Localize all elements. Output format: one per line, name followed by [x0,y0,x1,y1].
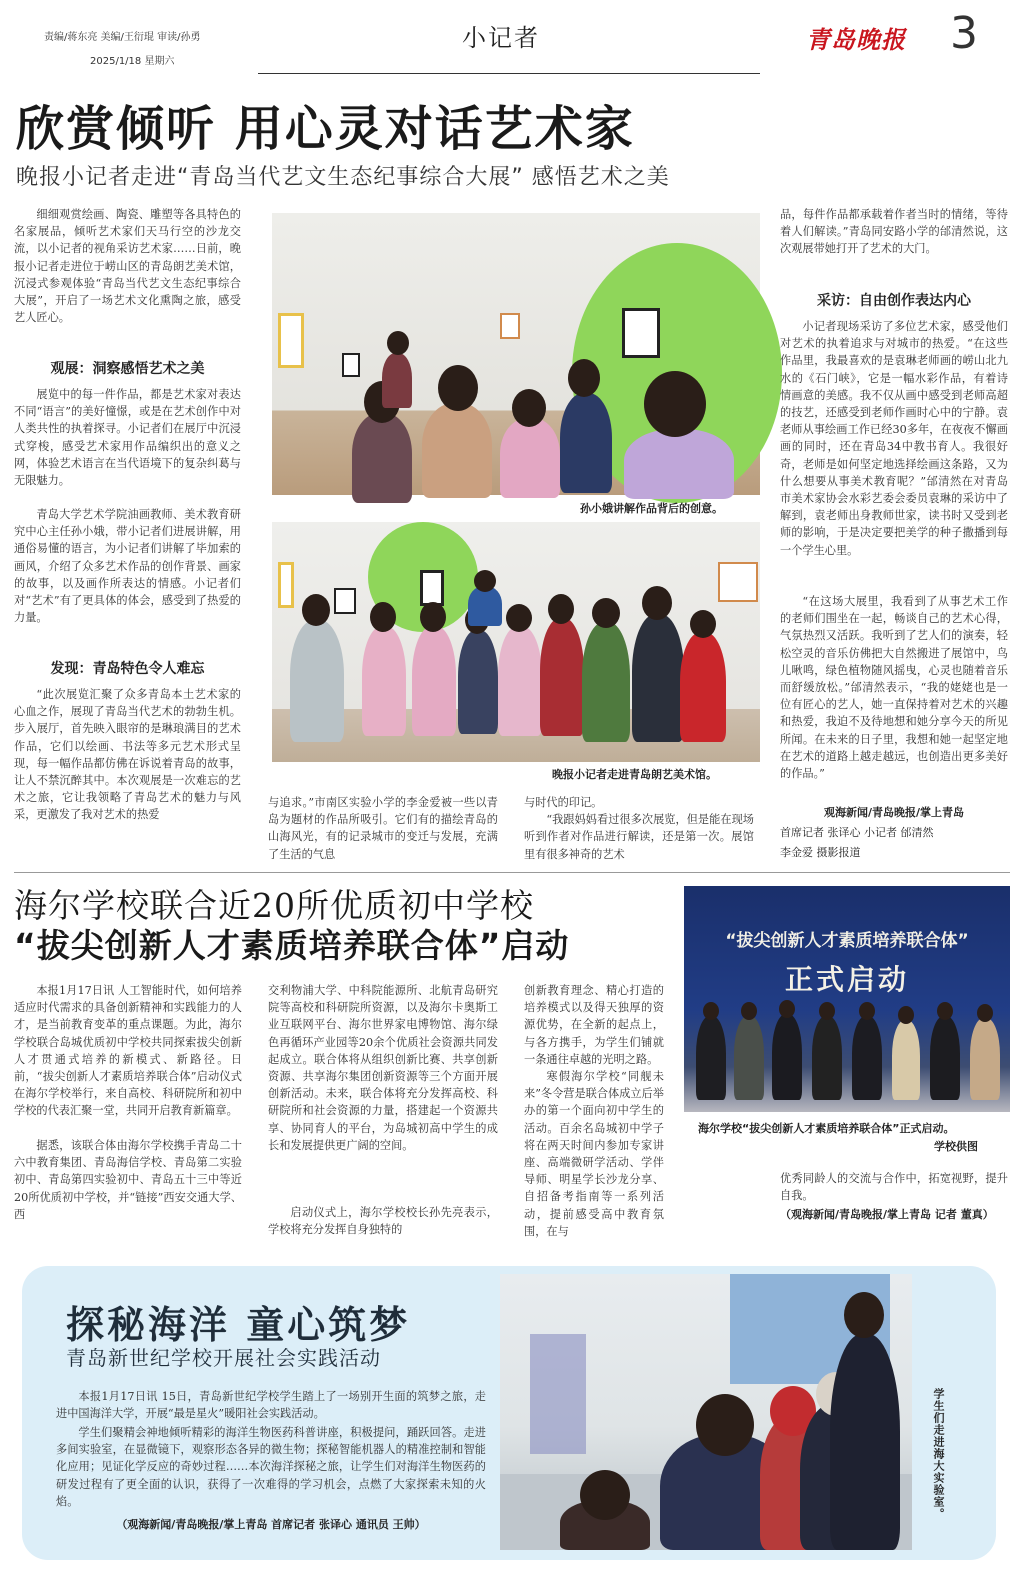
article1-para-1: 展览中的每一件作品，都是艺术家对表达不同“语言”的美好憧憬，或是在艺术创作中对人类共性的执着探寻。小记者们在展厅中沉浸式穿梭，感受艺术家用作品编织出的意义之网，体验艺术语言在当代语境下的复杂纠葛与无限魅力。 [14,388,241,488]
article2-para-2: 据悉，该联合体由海尔学校携手青岛二十六中教育集团、青岛海信学校、青岛第二实验初中、青岛第四实验初中、青岛五十三中等近20所优质初中学校，并“链接”西安交通大学、西 [14,1139,242,1221]
article2-col-3 [524,982,664,1238]
lab-caption: 学生们走进海大实验室。 [932,1388,945,1520]
article1-left-column [14,206,241,841]
ceremony-photo [684,886,1010,1112]
ceremony-screen-title: “拔尖创新人才素质培养联合体” [725,931,969,951]
article1-subhead-2: 发现：青岛特色令人难忘 [50,661,205,677]
article3-para-1: 本报1月17日讯 15日，青岛新世纪学校学生踏上了一场别开生面的筑梦之旅，走进中国海洋大学，开展“最是星火”暖阳社会实践活动。 [56,1390,486,1421]
paper-logo: 青岛晚报 [806,25,906,54]
gallery-photo-group [272,522,760,762]
editor-credits: 责编/蒋东亮 美编/王衍琨 审读/孙勇 [44,32,201,43]
article2-para-4: 启动仪式上，海尔学校校长孙先亮表示，学校将充分发挥自身独特的 [268,1206,498,1237]
article2-para-3: 交利物浦大学、中科院能源所、北航青岛研究院等高校和科研院所资源，以及海尔卡奥斯工业互联网平台、海尔世界家电博物馆、海尔绿色再循环产业园等20余个优质社会资源共同发起成立。联合体将从组织创新比赛、共享创新资源、共享海尔集团创新资源等三个方面开展创新活动。未来，联合体将充分发挥高校、科研院所和社会资源的力量，搭建起一个资源共享、协同育人的平台，为岛城初高中学生的成长和发展提供更广阔的空间。 [268,984,498,1152]
article2-para-5: 创新教育理念、精心打造的培养模式以及得天独厚的资源优势，在全新的起点上，与各方携手，为学生们铺就一条通往卓越的光明之路。 [524,984,664,1066]
article1-para-3: “此次展览汇聚了众多青岛本土艺术家的心血之作，展现了青岛当代艺术的勃勃生机。步入展厅，首先映入眼帘的是琳琅满目的艺术作品，它们以绘画、书法等多元艺术形式呈现，每一幅作品都仿佛在诉说着青岛的故事，让人不禁沉醉其中。本次观展是一次难忘的艺术之旅，它让我领略了青岛艺术的魅力与风采，更激发了我对艺术的热爱 [14,688,241,822]
article1-para-2: 青岛大学艺术学院油画教师、美术教育研究中心主任孙小娥，带小记者们进展讲解，用通俗易懂的语言，为小记者们讲解了毕加索的画风，介绍了众多艺术作品的创作背景、画家的故事，以及画作所表达的情感。小记者们对“艺术”有了更具体的体会，感受到了热爱的力量。 [14,508,241,625]
page-number: 3 [950,8,978,59]
masthead-rule [258,73,760,74]
article3-body [56,1388,486,1532]
article1-subhead-1: 观展：洞察感悟艺术之美 [50,361,205,377]
article2-headline-2: “拔尖创新人才素质培养联合体”启动 [14,926,570,965]
article1-subheadline: 晚报小记者走进“青岛当代艺文生态纪事综合大展” 感悟艺术之美 [16,165,670,190]
section-title: 小记者 [462,24,540,52]
article3-para-2: 学生们聚精会神地倾听精彩的海洋生物医药科普讲座，积极提问，踊跃回答。走进多间实验室，在显微镜下，观察形态各异的微生物；探秘智能机器人的精准控制和智能化应用；见证化学反应的奇妙过程……本次海洋探秘之旅，让学生们对海洋生物医药的研发过程有了更全面的认识，获得了一次难得的学习机会，点燃了大家探索未知的火焰。 [56,1426,486,1508]
photo1-caption: 孙小娥讲解作品背后的创意。 [580,502,723,515]
article2-para-6: 寒假海尔学校“同舰未来”冬令营是联合体成立后举办的第一个面向初中学生的活动。百余名岛城初中学子将在两天时间内参加专家讲座、高端微研学活动、学伴导师、明星学长沙龙分享、自招备考指南等一系列活动，提前感受高中教育氛围，在与 [524,1070,664,1238]
article2-headline-1: 海尔学校联合近20所优质初中学校 [14,886,534,925]
article1-byline-reporters: 首席记者 张译心 小记者 邰清然 [780,826,934,839]
article2-para-1: 本报1月17日讯 人工智能时代，如何培养适应时代需求的具备创新精神和实践能力的人才，是当前教育变革的重点课题。为此，海尔学校联合岛城优质初中学校共同探索拔尖创新人才贯通式培养的新模式、新路径。日前，“拔尖创新人才素质培养联合体”启动仪式在海尔学校举行，来自高校、科研院所和初中学校的代表汇聚一堂，共同开启教育新篇章。 [14,984,242,1118]
article1-right-para-2: 小记者现场采访了多位艺术家，感受他们对艺术的执着追求与对城市的热爱。“在这些作品里，我最喜欢的是袁琳老师画的崂山北九水的《石门峡》，它是一幅水彩作品，有着诗情画意的美感。我不仅从画中感受到老师高超的技艺，还感受到老师作画时心中的宁静。袁老师从事绘画工作已经30多年，在夜夜不懈画画的同时，还在青岛34中教书育人。我很好奇，老师是如何坚定地选择绘画这条路，又为什么想要从事美术教育呢？”邰清然在对青岛市美术家协会水彩艺委会委员袁琳的采访中了解到，袁老师出身教师世家，读书时又受到老师的影响，于是决定要把美学的种子撒播到每一个学生心里。 [780,320,1008,557]
article1-lead: 细细观赏绘画、陶瓷、雕塑等各具特色的名家展品，倾听艺术家们天马行空的沙龙交流，以小记者的视角采访艺术家……日前，晚报小记者走进位于崂山区的青岛朗艺美术馆，沉浸式参观体验“青岛当代艺文生态纪事综合大展”，开启了一场艺术文化熏陶之旅，感受艺人匠心。 [14,208,241,325]
ceremony-photo-credit: 学校供图 [934,1140,978,1153]
article1-middle-col-2-b: “我跟妈妈看过很多次展览，但是能在现场听到作者对作品进行解读，还是第一次。展馆里有很多神奇的艺术 [524,813,754,861]
article1-subhead-3: 采访：自由创作表达内心 [817,293,971,309]
ceremony-screen-subtitle: 正式启动 [784,963,909,996]
lab-photo [500,1274,912,1550]
gallery-photo-explaining [272,213,760,495]
article3-subheadline: 青岛新世纪学校开展社会实践活动 [66,1346,381,1370]
article2-col-2 [268,982,498,1238]
article1-right-para-3: “在这场大展里，我看到了从事艺术工作的老师们围坐在一起，畅谈自己的艺术心得，气氛热烈又活跃。我听到了艺人们的演奏，轻松空灵的音乐仿佛把大自然搬进了展馆中，鸟儿啾鸣，绿色植物随风摇曳，心灵也随着音乐而舒缓放松。”邰清然表示，“我的姥姥也是一位有匠心的艺人，她一直保持着对艺术的兴趣和热爱，我迫不及待地想和她分享今天的所见所闻。在未来的日子里，我想和她一起坚定地在艺术的道路上越走越远，也创造出更多美好的作品。” [780,595,1008,781]
ceremony-caption: 海尔学校“拔尖创新人才素质培养联合体”正式启动。 [698,1122,955,1135]
article1-middle-col-1: 与追求。”市南区实验小学的李金爱被一些以青岛为题材的作品所吸引。它们有的描绘青岛的山海风光，有的记录城市的变迁与发展，充满了生活的气息 [268,796,498,861]
article2-col-1 [14,982,242,1223]
article1-right-para-1: 品，每件作品都承载着作者当时的情绪，等待着人们解读。”青岛同安路小学的邰清然说，这次观展带她打开了艺术的大门。 [780,208,1008,256]
article3-byline: （观海新闻/青岛晚报/掌上青岛 首席记者 张译心 通讯员 王帅） [116,1518,426,1531]
photo2-caption: 晚报小记者走进青岛朗艺美术馆。 [552,768,717,781]
article1-byline-outlet: 观海新闻/青岛晚报/掌上青岛 [823,806,965,819]
article1-middle-col-2-a: 与时代的印记。 [524,796,603,809]
article2-para-7: 优秀同龄人的交流与合作中，拓宽视野，提升自我。 [780,1172,1008,1203]
article2-col-4 [780,1170,1008,1223]
article1-middle-col-2 [524,794,754,863]
article1-headline: 欣赏倾听 用心灵对话艺术家 [16,101,635,157]
article2-top-rule [14,872,1010,873]
article1-byline-photo: 李金爱 摄影报道 [780,846,861,859]
article3-headline: 探秘海洋 童心筑梦 [66,1303,411,1347]
article1-right-column [780,206,1008,860]
article2-byline: （观海新闻/青岛晚报/掌上青岛 记者 董真） [780,1208,994,1222]
issue-date: 2025/1/18 星期六 [90,56,175,67]
